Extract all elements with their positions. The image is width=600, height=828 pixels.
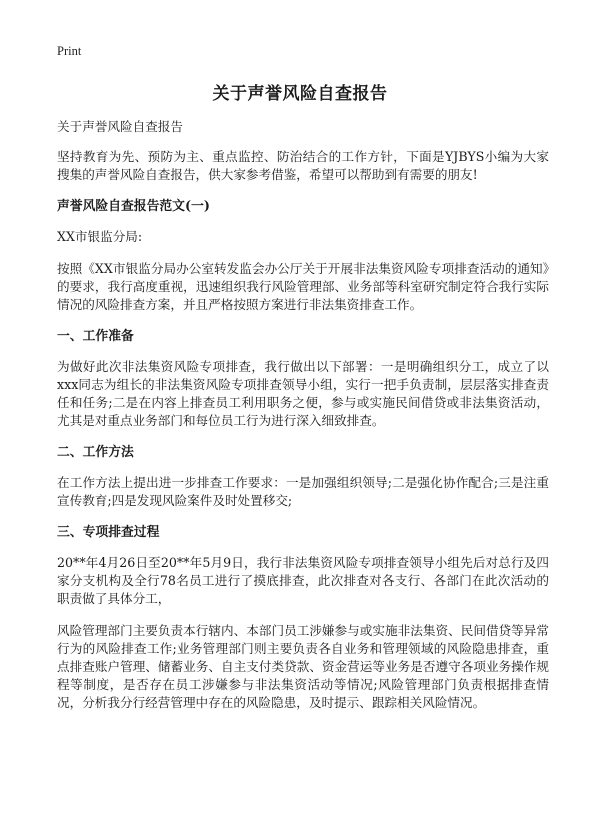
document-subtitle: 关于声誉风险自查报告	[57, 119, 183, 134]
intro-paragraph: 坚持教育为先、预防为主、重点监控、防治结合的工作方针，下面是YJBYS小编为大家搜集的声誉风险自查报告，供大家参考借鉴，希望可以帮助到有需要的朋友!	[57, 149, 549, 182]
print-link[interactable]: Print	[57, 44, 82, 58]
section-heading-methods: 二、工作方法	[57, 445, 134, 460]
section-paragraph: 20**年4月26日至20**年5月9日，我行非法集资风险专项排查领导小组先后对总行及四家分支机构及全行78名员工进行了摸底排查，此次排查对各支行、各部门在此次活动的职责做了具体分工，	[57, 555, 549, 606]
section-heading-process: 三、专项排查过程	[57, 525, 160, 540]
section-paragraph: 为做好此次非法集资风险专项排查，我行做出以下部署：一是明确组织分工，成立了以xxx同志为组长的非法集资风险专项排查领导小组，实行一把手负责制，层层落实排查责任和任务;二是在内容上排查员工利用职务之便，参与或实施民间借贷或非法集资活动，尤其是对重点业务部门和每位员工行为进行深入细致排查。	[57, 359, 549, 428]
document-body	[57, 118, 549, 726]
document-title: 关于声誉风险自查报告	[212, 84, 388, 104]
section-title: 声誉风险自查报告范文(一)	[57, 199, 210, 214]
section-paragraph: 在工作方法上提出进一步排查工作要求：一是加强组织领导;二是强化协作配合;三是注重宣传教育;四是发现风险案件及时处置移交;	[57, 475, 549, 508]
address-line: XX市银监分局:	[57, 229, 143, 244]
section-paragraph: 风险管理部门主要负责本行辖内、本部门员工涉嫌参与或实施非法集资、民间借贷等异常行为的风险排查工作;业务管理部门则主要负责各自业务和管理领域的风险隐患排查，重点排查账户管理、储蓄业务、自主支付类贷款、资金营运等业务是否遵守各项业务操作规程等制度，是否存在员工涉嫌参与非法集资活动等情况;风险管理部门负责根据排查情况，分析我分行经营管理中存在的风险隐患，及时提示、跟踪相关风险情况。	[57, 623, 549, 710]
opening-paragraph: 按照《XX市银监分局办公室转发监会办公厅关于开展非法集资风险专项排查活动的通知》的要求，我行高度重视，迅速组织我行风险管理部、业务部等科室研究制定符合我行实际情况的风险排查方案，并且严格按照方案进行非法集资排查工作。	[57, 261, 549, 312]
section-heading-preparation: 一、工作准备	[57, 329, 134, 344]
